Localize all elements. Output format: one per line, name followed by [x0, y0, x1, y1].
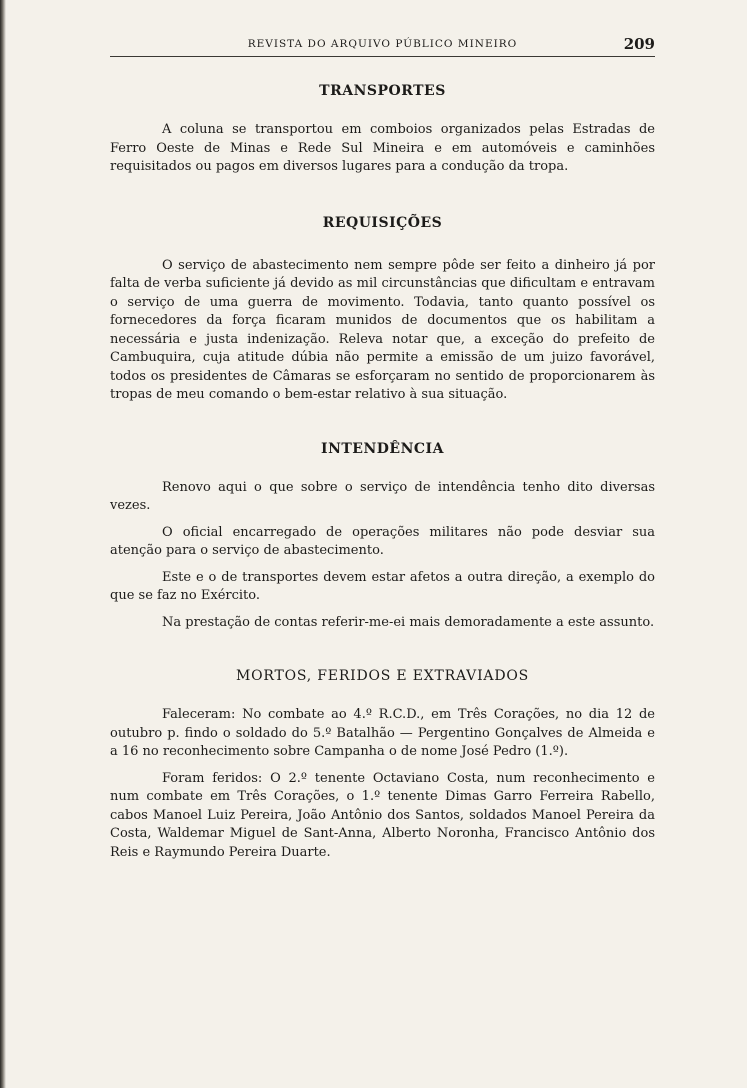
heading-transportes: TRANSPORTES: [319, 83, 446, 99]
page-number: 209: [623, 35, 655, 53]
running-header: [110, 34, 655, 57]
paragraph-intendencia-3: Este e o de transportes devem estar afetos a outra direção, a exemplo do que se faz no Exército.: [110, 569, 655, 603]
heading-mortos-feridos: MORTOS, FERIDOS E EXTRAVIADOS: [235, 668, 530, 684]
paragraph-intendencia-2: O oficial encarregado de operações militares não pode desviar sua atenção para o serviço de abastecimento.: [110, 524, 655, 558]
scan-edge-shadow: [0, 0, 6, 1088]
paragraph-requisicoes: O serviço de abastecimento nem sempre pôde ser feito a dinheiro já por falta de verba suficiente já devido as mil circunstâncias que dificultam e entravam o serviço de uma guerra de movimento. Todavia, tanto quanto possível os fornecedores da força ficaram munidos de documentos que os habilitam a necessária e justa indenização. Releva notar que, a exceção do prefeito de Cambuquira, cuja atitude dúbia não permite a emissão de um juizo favorável, todos os presidentes de Câmaras se esforçaram no sentido de proporcionarem às tropas de meu comando o bem-estar relativo à sua situação.: [110, 257, 655, 402]
running-title: REVISTA DO ARQUIVO PÚBLICO MINEIRO: [247, 38, 518, 50]
heading-intendencia: INTENDÊNCIA: [321, 440, 444, 457]
paragraph-transportes: A coluna se transportou em comboios organizados pelas Estradas de Ferro Oeste de Minas e Rede Sul Mineira e em automóveis e caminhões requisitados ou pagos em diversos lugares para a condução da tropa.: [110, 122, 655, 174]
paragraph-intendencia-1: Renovo aqui o que sobre o serviço de intendência tenho dito diversas vezes.: [110, 479, 655, 513]
paragraph-feridos: Foram feridos: O 2.º tenente Octaviano Costa, num reconhecimento e num combate em Três Corações, o 1.º tenente Dimas Garro Ferreira Rabello, cabos Manoel Luiz Pereira, João Antônio dos Santos, soldados Manoel Pereira da Costa, Waldemar Miguel de Sant-Anna, Alberto Noronha, Francisco Antônio dos Reis e Raymundo Pereira Duarte.: [110, 770, 655, 860]
heading-requisicoes: REQUISIÇÕES: [322, 214, 443, 231]
paragraph-faleceram: Faleceram: No combate ao 4.º R.C.D., em Três Corações, no dia 12 de outubro p. findo o soldado do 5.º Batalhão — Pergentino Gonçalves de Almeida e a 16 no reconhecimento sobre Campanha o de nome José Pedro (1.º).: [110, 707, 655, 759]
document-page: [110, 34, 655, 862]
paragraph-intendencia-4: Na prestação de contas referir-me-ei mais demoradamente a este assunto.: [162, 614, 655, 630]
